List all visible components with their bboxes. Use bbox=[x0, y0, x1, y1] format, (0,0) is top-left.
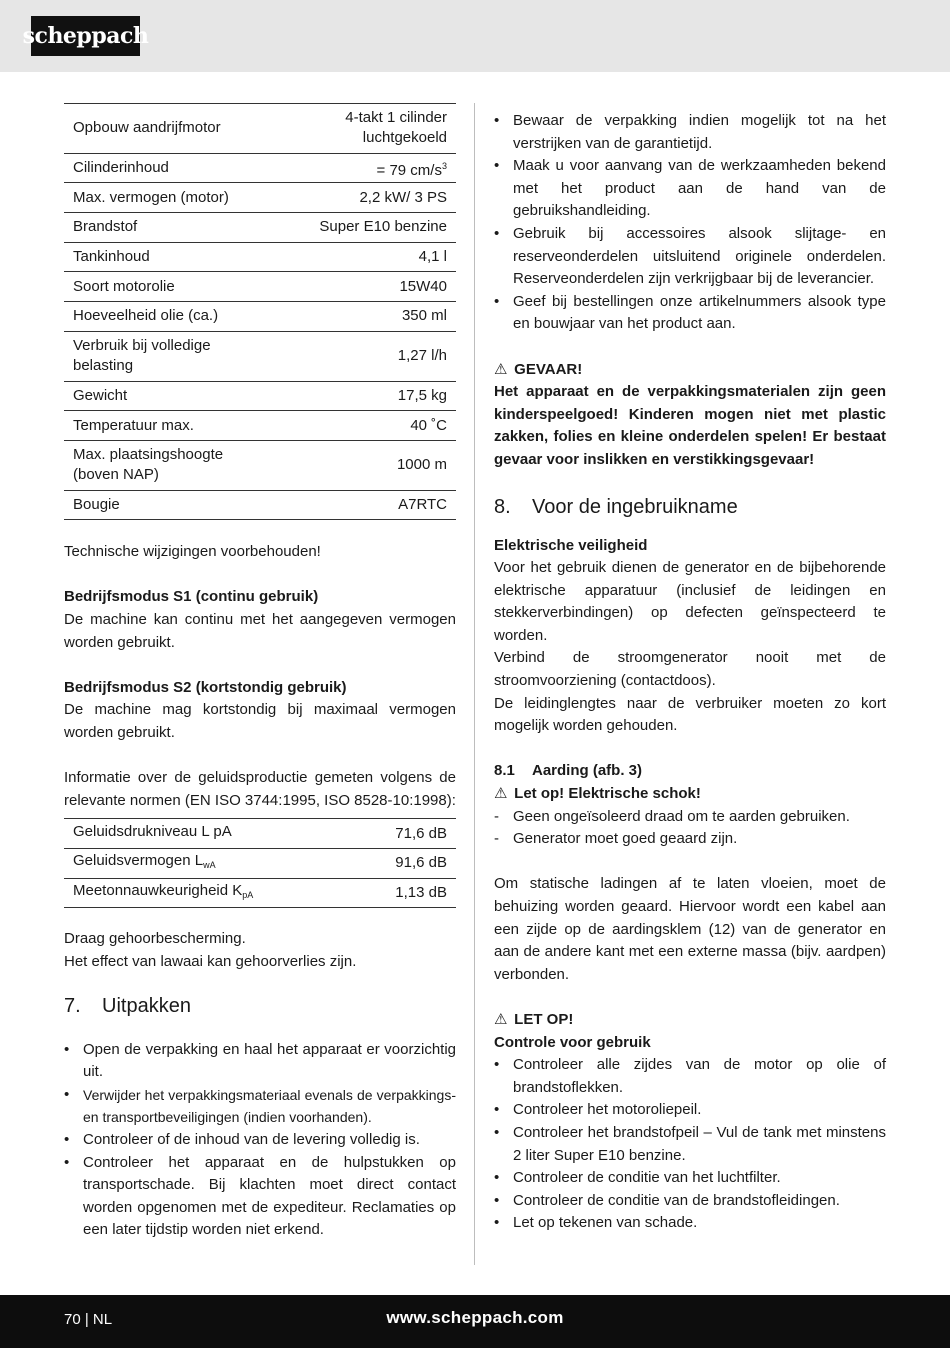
electrical-text-2: Verbind de stroomgenerator nooit met de stroomvoorziening (contactdoos). bbox=[494, 649, 886, 690]
table-row bbox=[64, 272, 456, 302]
spec-value: A7RTC bbox=[398, 495, 447, 513]
section-7-heading: 7. Uitpakken bbox=[64, 994, 191, 1017]
bullet-icon: • bbox=[494, 224, 500, 242]
page-number: 70 | NL bbox=[64, 1311, 113, 1328]
list-item: • Bewaar de verpakking indien mogelijk tot na het verstrijken van de garantietijd. bbox=[494, 112, 886, 152]
noise-value: 71,6 dB bbox=[395, 824, 447, 842]
bullet-icon: • bbox=[494, 112, 500, 129]
noise-value: 1,13 dB bbox=[395, 884, 447, 902]
list-item: • Controleer of de inhoud van de levering volledig is. bbox=[64, 1129, 456, 1152]
warning-icon: ⚠ bbox=[494, 785, 508, 803]
list-item: • Geef bij bestellingen onze artikelnummers alsook type en bouwjaar van het product aan. bbox=[494, 292, 886, 333]
spec-value: 350 ml bbox=[401, 307, 447, 325]
bullet-icon: • bbox=[494, 1191, 500, 1209]
spec-label: Verbruik bij volledige belasting bbox=[73, 337, 211, 375]
spec-label: Tankinhoud bbox=[73, 248, 150, 266]
bullet-icon: • bbox=[494, 1214, 500, 1232]
left-column bbox=[64, 103, 456, 1242]
right-column bbox=[494, 110, 886, 1235]
spec-value: 2,2 kW/ 3 PS bbox=[359, 188, 447, 206]
spec-value: 40 ˚C bbox=[410, 416, 447, 434]
table-row bbox=[64, 213, 456, 243]
spec-value: 4,1 l bbox=[418, 248, 447, 266]
spec-label: Hoeveelheid olie (ca.) bbox=[73, 307, 219, 325]
warning-icon: ⚠ bbox=[494, 360, 508, 378]
table-row bbox=[64, 878, 456, 908]
table-row bbox=[64, 490, 456, 520]
bullet-icon: • bbox=[64, 1040, 70, 1058]
noise-label: Meetonnauwkeurigheid $K_{pA}$ bbox=[73, 882, 254, 901]
list-item: - Geen ongeïsoleerd draad om te aarden gebruiken. bbox=[494, 806, 886, 829]
bullet-icon: • bbox=[64, 1085, 70, 1103]
table-row bbox=[64, 819, 456, 849]
danger-text: Het apparaat en de verpakkingsmaterialen zijn geen kinderspeelgoed! Kinderen mogen niet met plastic zakken, folies en kleine onderdelen spelen! Er bestaat gevaar voor inslikken en verstikkingsgevaar! bbox=[494, 383, 886, 468]
bullet-icon: • bbox=[64, 1153, 70, 1171]
hearing-note-2: Het effect van lawaai kan gehoorverlies zijn. bbox=[64, 953, 357, 971]
bullet-icon: • bbox=[64, 1131, 70, 1148]
electrical-safety-title: Elektrische veiligheid bbox=[494, 536, 648, 554]
danger-heading: ⚠ GEVAAR! bbox=[494, 359, 886, 382]
shock-warning: ⚠ Let op! Elektrische schok! bbox=[494, 783, 886, 806]
s1-text: De machine kan continu met het aangegeven vermogen worden gebruikt. bbox=[64, 611, 456, 651]
footer-bar bbox=[0, 1295, 950, 1348]
spec-label: Max. plaatsingshoogte (boven NAP) bbox=[73, 446, 224, 484]
spec-value: 1,27 l/h bbox=[397, 347, 447, 365]
website-link[interactable]: www.scheppach.com bbox=[386, 1308, 564, 1327]
check-list bbox=[494, 1054, 886, 1235]
spec-label: Bougie bbox=[73, 495, 120, 513]
table-row bbox=[64, 849, 456, 879]
grounding-list bbox=[494, 806, 886, 851]
noise-label: Geluidsdrukniveau L pA bbox=[73, 822, 232, 840]
unpack-list bbox=[64, 1039, 456, 1242]
spec-label: Brandstof bbox=[73, 218, 138, 236]
table-row bbox=[64, 153, 456, 183]
hearing-note-1: Draag gehoorbescherming. bbox=[64, 930, 246, 948]
table-row bbox=[64, 302, 456, 332]
spec-value: Super E10 benzine bbox=[319, 218, 447, 236]
spec-label: Gewicht bbox=[73, 386, 128, 404]
spec-table bbox=[64, 103, 456, 520]
bullet-icon: • bbox=[494, 1056, 500, 1074]
spec-label: Temperatuur max. bbox=[73, 416, 194, 434]
list-item: • Controleer het brandstofpeil – Vul de tank met minstens 2 liter Super E10 benzine. bbox=[494, 1123, 886, 1164]
list-item: • Open de verpakking en haal het apparaat er voorzichtig uit. bbox=[64, 1040, 456, 1081]
table-row bbox=[64, 440, 456, 490]
bullet-icon: • bbox=[494, 1123, 500, 1141]
table-row bbox=[64, 242, 456, 272]
section-8-heading: 8. Voor de ingebruikname bbox=[494, 495, 738, 518]
letop-heading: ⚠ LET OP! bbox=[494, 1009, 886, 1032]
spec-label: Soort motorolie bbox=[73, 277, 175, 295]
table-row bbox=[64, 381, 456, 411]
subsection-8-1-heading: 8.1 Aarding (afb. 3) bbox=[494, 762, 643, 780]
bullet-icon: • bbox=[494, 157, 500, 175]
dash-icon: - bbox=[494, 830, 499, 848]
list-item: • Controleer het motoroliepeil. bbox=[494, 1099, 886, 1122]
spec-label: Max. vermogen (motor) bbox=[73, 188, 229, 206]
spec-label: Cilinderinhoud bbox=[73, 159, 169, 177]
tech-note: Technische wijzigingen voorbehouden! bbox=[64, 543, 321, 561]
list-item: • Controleer de conditie van de brandstofleidingen. bbox=[494, 1190, 886, 1213]
noise-table bbox=[64, 818, 456, 908]
bullet-icon: • bbox=[494, 292, 500, 310]
spec-value: 4-takt 1 cilinder luchtgekoeld bbox=[345, 109, 447, 147]
spec-value: 17,5 kg bbox=[397, 386, 447, 404]
check-title: Controle voor gebruik bbox=[494, 1033, 651, 1051]
electrical-text-1: Voor het gebruik dienen de generator en de bijbehorende elektrische apparatuur (inclusief de leidingen en stekkerverbindingen) op defecten geïnspecteerd te worden. bbox=[494, 559, 886, 644]
spec-value: = 79 $cm/s^3$ bbox=[376, 160, 447, 179]
column-divider bbox=[474, 103, 475, 1265]
table-row bbox=[64, 104, 456, 154]
spec-value: 15W40 bbox=[399, 277, 447, 295]
header-bar bbox=[0, 0, 950, 72]
list-item: • Gebruik bij accessoires alsook slijtage- en reserveonderdelen uitsluitend originele onderdelen. Reserveonderdelen zijn verkrijgbaar bij de leverancier. bbox=[494, 224, 886, 288]
noise-value: 91,6 dB bbox=[395, 854, 447, 872]
warning-icon: ⚠ bbox=[494, 1010, 508, 1028]
list-item: • Verwijder het verpakkingsmateriaal evenals de verpakkings- en transportbeveiligingen (indien voorhanden). bbox=[64, 1085, 456, 1126]
dash-icon: - bbox=[494, 807, 499, 825]
list-item: • Let op tekenen van schade. bbox=[494, 1212, 886, 1235]
s2-title: Bedrijfsmodus S2 (kortstondig gebruik) bbox=[64, 678, 347, 696]
spec-label: Opbouw aandrijfmotor bbox=[73, 119, 221, 137]
noise-intro: Informatie over de geluidsproductie gemeten volgens de relevante normen (EN ISO 3744:1995, ISO 8528-10:1998): bbox=[64, 769, 456, 809]
noise-label: Geluidsvermogen $L_{wA}$ bbox=[73, 852, 216, 871]
packaging-list bbox=[494, 110, 886, 336]
list-item: • Maak u voor aanvang van de werkzaamheden bekend met het product aan de hand van de gebruikshandleiding. bbox=[494, 157, 886, 220]
s1-title: Bedrijfsmodus S1 (continu gebruik) bbox=[64, 588, 319, 606]
list-item: • Controleer de conditie van het luchtfilter. bbox=[494, 1167, 886, 1190]
list-item: - Generator moet goed geaard zijn. bbox=[494, 828, 886, 851]
bullet-icon: • bbox=[494, 1101, 500, 1119]
list-item: • Controleer het apparaat en de hulpstukken op transportschade. Bij klachten moet direct contact worden opgenomen met de expediteur. Reclamaties op een later tijdstip worden niet erkend. bbox=[64, 1153, 456, 1239]
spec-value: 1000 m bbox=[396, 456, 447, 474]
static-text: Om statische ladingen af te laten vloeien, moet de behuizing worden geaard. Hiervoor wordt een kabel aan een zijde op de aardingsklem (12) van de generator en aan de andere kant met een externe massa (bijv. aardpen) verbonden. bbox=[494, 875, 886, 983]
s2-text: De machine mag kortstondig bij maximaal vermogen worden gebruikt. bbox=[64, 701, 456, 741]
table-row bbox=[64, 183, 456, 213]
bullet-icon: • bbox=[494, 1169, 500, 1187]
list-item: • Controleer alle zijdes van de motor op olie of brandstoflekken. bbox=[494, 1056, 886, 1096]
table-row bbox=[64, 411, 456, 441]
table-row bbox=[64, 331, 456, 381]
brand-logo: scheppach bbox=[31, 16, 140, 56]
electrical-text-3: De leidinglengtes naar de verbruiker moeten zo kort mogelijk worden gehouden. bbox=[494, 694, 886, 735]
